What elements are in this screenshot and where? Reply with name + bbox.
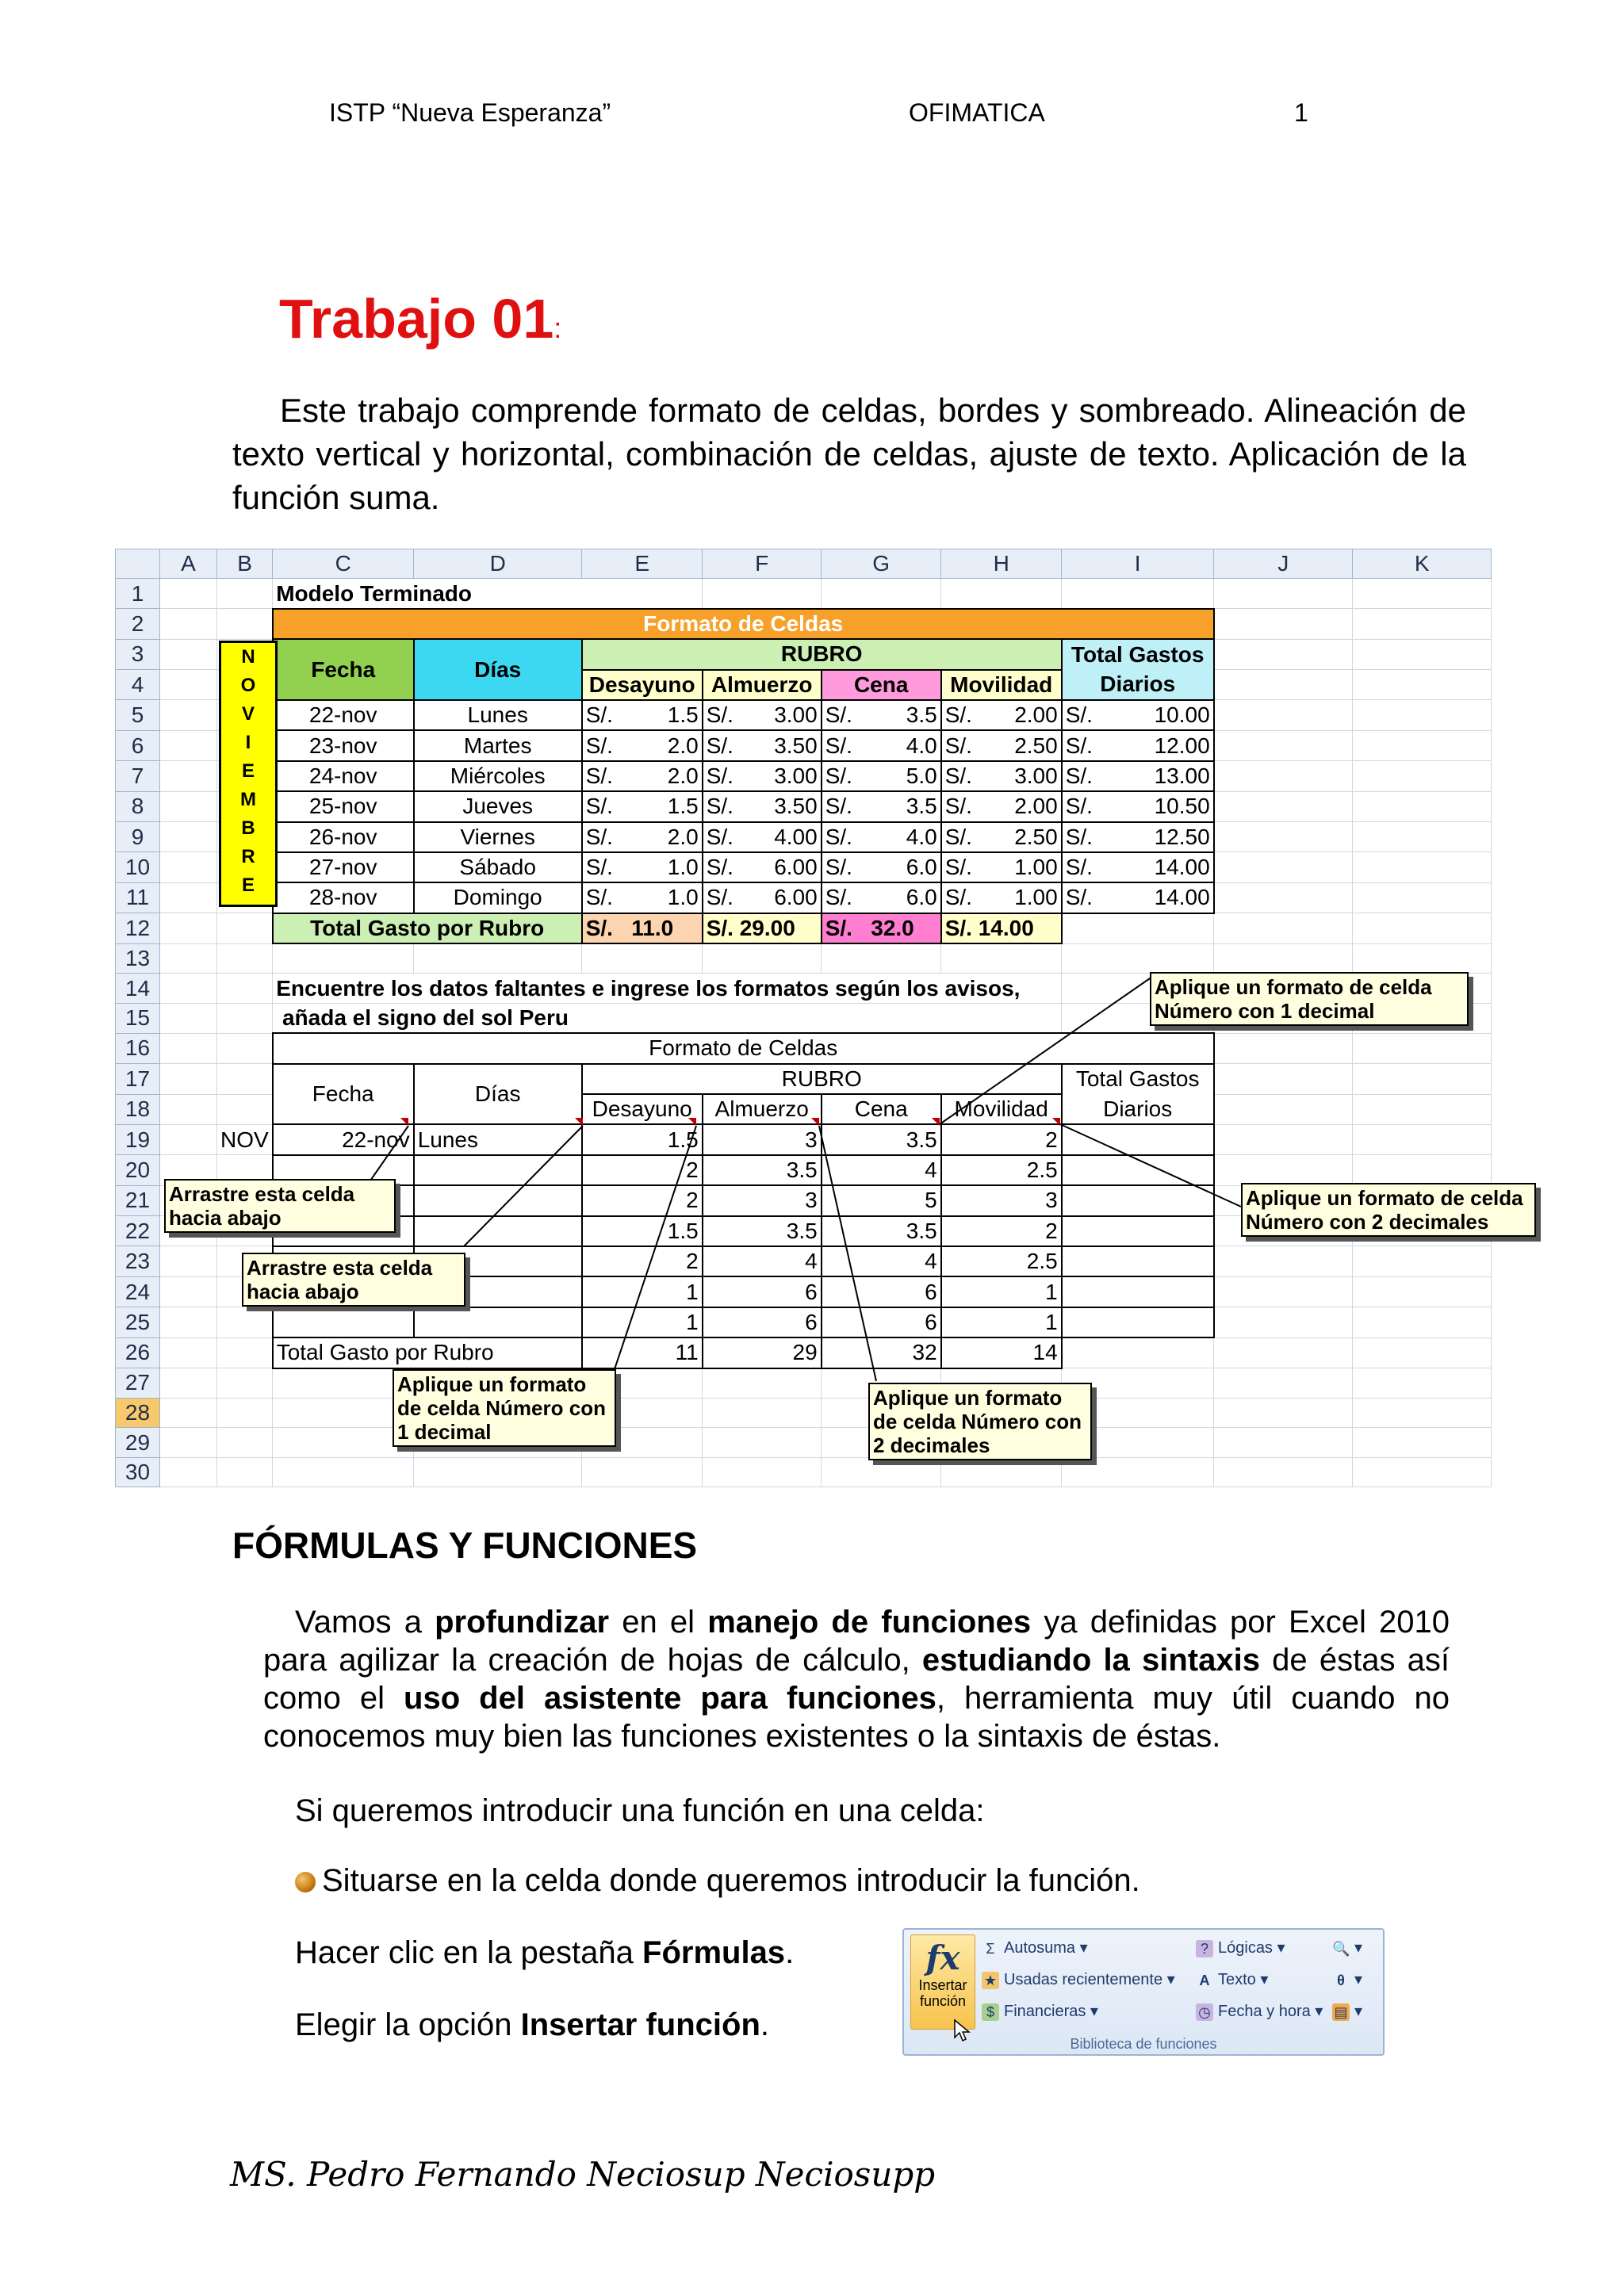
lookup-button[interactable] (1332, 1938, 1362, 1957)
exercise-value-cell[interactable]: 2 (941, 1124, 1062, 1154)
exercise-value-cell[interactable]: 2.5 (941, 1155, 1062, 1185)
comment-indicator[interactable] (932, 1118, 940, 1126)
text-run: Elegir la opción (295, 2007, 521, 2042)
text-run-bold: manejo de funciones (707, 1605, 1032, 1640)
exercise-value-cell[interactable]: 1 (941, 1276, 1062, 1307)
dia-cell[interactable]: Martes (414, 730, 582, 760)
arrow-line (615, 1126, 696, 1369)
amount-value: 6.00 (774, 885, 818, 910)
amount-value: 4.00 (774, 824, 818, 849)
text-run: , herramienta muy útil cuando no conocemos muy bien las funciones existentes o la sintaxis de éstas. (263, 1681, 1450, 1754)
currency-symbol: S/. (585, 885, 613, 910)
currency-symbol: S/. (825, 824, 852, 849)
callout-line: Número con 1 decimal (1155, 999, 1375, 1023)
row-header[interactable]: 21 (116, 1185, 160, 1215)
amount-value: 5.0 (906, 763, 937, 788)
fecha-cell[interactable]: 28-nov (273, 882, 414, 913)
currency-symbol: S/. (825, 733, 852, 758)
amount-value: 1.00 (1014, 855, 1058, 880)
row-header[interactable]: 5 (116, 700, 160, 730)
currency-symbol: S/. (706, 763, 733, 788)
row-header[interactable]: 13 (116, 943, 160, 974)
nov-letter: V (241, 703, 255, 725)
exercise-value-cell[interactable]: 2 (582, 1155, 703, 1185)
comment-indicator[interactable] (400, 1118, 408, 1126)
page-number: 1 (1294, 98, 1308, 127)
dia-cell[interactable]: Domingo (414, 882, 582, 913)
text-run-bold: profundizar (435, 1605, 610, 1640)
dias-header: Días (414, 639, 582, 700)
amount-value: 3.5 (906, 794, 937, 819)
dia-cell[interactable]: Miércoles (414, 761, 582, 791)
callout-line: Número con 2 decimales (1246, 1210, 1489, 1234)
callout-line: hacia abajo (247, 1280, 359, 1303)
row-header[interactable]: 23 (116, 1246, 160, 1276)
dia-cell[interactable]: Viernes (414, 822, 582, 852)
dropdown-arrow: ▾ (1354, 2003, 1363, 2020)
text-run: . (760, 2007, 769, 2042)
amount-value: 2.50 (1014, 824, 1058, 849)
fecha-cell[interactable]: 27-nov (273, 852, 414, 882)
row-header[interactable]: 20 (116, 1155, 160, 1185)
currency-symbol: S/. (706, 794, 733, 819)
amount-value: 6.0 (906, 885, 937, 910)
exercise-value-cell[interactable]: 4 (703, 1246, 822, 1276)
text-run: Vamos a (295, 1605, 435, 1640)
fecha-cell[interactable]: 23-nov (273, 730, 414, 760)
movilidad-header: Movilidad (941, 670, 1062, 700)
text-run-bold: uso del asistente para funciones (404, 1681, 936, 1716)
amount-value: 3.50 (774, 733, 818, 758)
exercise-total-gastos-2: Diarios (1062, 1094, 1214, 1124)
col-header-a[interactable]: A (160, 549, 217, 579)
callout-line: Aplique un formato (397, 1372, 587, 1396)
row-header[interactable]: 3 (116, 639, 160, 669)
currency-symbol: S/. (585, 794, 613, 819)
exercise-value-cell[interactable]: 6 (822, 1276, 941, 1307)
callout-desayuno-format (393, 1369, 616, 1447)
currency-symbol: S/. (585, 702, 613, 728)
exercise-value-cell[interactable]: 1.5 (582, 1216, 703, 1246)
currency-symbol: S/. (1065, 733, 1093, 758)
amount-value: 3.5 (906, 702, 937, 728)
date-time-icon: ◷ (1196, 2003, 1213, 2021)
insert-function-label-2: función (919, 1993, 967, 2009)
exercise-value-cell[interactable]: 3.5 (822, 1124, 941, 1154)
total-gastos-header-2: Diarios (1062, 670, 1214, 700)
amount-value: 1.0 (667, 885, 699, 910)
dropdown-arrow: ▾ (1354, 1939, 1363, 1957)
sigma-icon: Σ (986, 1940, 995, 1957)
amount-value: 6.0 (906, 855, 937, 880)
row-header[interactable]: 19 (116, 1124, 160, 1154)
currency-symbol: S/. (1065, 794, 1093, 819)
autosuma-button[interactable] (982, 1938, 1088, 1957)
dropdown-arrow: ▾ (1354, 1971, 1363, 1988)
callout-drag-day (242, 1253, 465, 1307)
amount-value: 10.50 (1154, 794, 1210, 819)
amount-value: 3.50 (774, 794, 818, 819)
row-header[interactable]: 24 (116, 1276, 160, 1307)
row-header[interactable]: 22 (116, 1216, 160, 1246)
amount-value: 4.0 (906, 824, 937, 849)
col-header-d[interactable]: D (414, 549, 582, 579)
recent-functions-label: Usadas recientemente ▾ (1004, 1971, 1175, 1988)
row-header[interactable]: 17 (116, 1064, 160, 1094)
logical-icon: ? (1196, 1940, 1213, 1957)
amount-value: 4.0 (906, 733, 937, 758)
text-function-icon: A (1199, 1972, 1210, 1988)
currency-symbol: S/. (825, 855, 852, 880)
row-header[interactable]: 26 (116, 1337, 160, 1368)
amount-value: 14.00 (1154, 855, 1210, 880)
currency-symbol: S/. (944, 794, 972, 819)
amount-value: 2.0 (667, 733, 699, 758)
amount-value: 2.00 (1014, 702, 1058, 728)
function-library-ribbon (902, 1928, 1385, 2056)
step-1 (295, 1863, 1140, 1899)
financial-icon: $ (982, 2003, 999, 2021)
total-desayuno: S/. 11.0 (582, 913, 703, 943)
exercise-value-cell[interactable]: 3.5 (703, 1216, 822, 1246)
amount-value: 1.00 (1014, 885, 1058, 910)
functions-paragraph (263, 1603, 1450, 1755)
exercise-fecha-header: Fecha (273, 1064, 414, 1125)
col-header-k[interactable]: K (1353, 549, 1492, 579)
text-run: ya definidas por Excel 2010 para agilizar la creación de hojas de cálculo, (263, 1605, 1450, 1678)
exercise-total-movilidad[interactable]: 14 (941, 1337, 1062, 1368)
nov-letter: N (241, 646, 255, 668)
row-header[interactable]: 4 (116, 670, 160, 700)
dia-cell[interactable]: Jueves (414, 791, 582, 821)
exercise-value-cell[interactable]: 2 (582, 1246, 703, 1276)
exercise-month-cell[interactable]: NOV (217, 1124, 273, 1154)
amount-value: 12.50 (1154, 824, 1210, 849)
amount-value: 3.00 (1014, 763, 1058, 788)
arrow-line (940, 977, 1152, 1124)
exercise-value-cell[interactable]: 3.5 (703, 1155, 822, 1185)
currency-symbol: S/. (944, 824, 972, 849)
dia-cell[interactable]: Sábado (414, 852, 582, 882)
intro-paragraph: Este trabajo comprende formato de celdas, bordes y sombreado. Alineación de texto vertical y horizontal, combinación de celdas, ajuste de texto. Aplicación de la función suma. (232, 392, 1466, 516)
fecha-cell[interactable]: 25-nov (273, 791, 414, 821)
title-text: Trabajo 01 (279, 288, 554, 350)
format-header: Formato de Celdas (273, 609, 1214, 639)
row-header[interactable]: 8 (116, 791, 160, 821)
fecha-cell[interactable]: 24-nov (273, 761, 414, 791)
exercise-total-label: Total Gasto por Rubro (273, 1337, 582, 1368)
currency-symbol: S/. (944, 733, 972, 758)
exercise-value-cell[interactable]: 3.5 (822, 1216, 941, 1246)
step-3 (295, 2007, 769, 2043)
callout-line: de celda Número con (397, 1396, 606, 1420)
header-left: ISTP “Nueva Esperanza” (329, 98, 611, 127)
amount-value: 10.00 (1154, 702, 1210, 728)
callout-one-decimal-format (1150, 972, 1469, 1026)
footer-author: MS. Pedro Fernando Neciosup Neciosupp (230, 2155, 936, 2194)
currency-symbol: S/. (706, 733, 733, 758)
fx-icon: fx (925, 1938, 960, 1977)
spreadsheet-screenshot (115, 549, 1554, 1484)
text-run: en el (609, 1605, 708, 1640)
currency-symbol: S/. (585, 763, 613, 788)
exercise-value-cell[interactable]: 2 (582, 1185, 703, 1215)
intro-steps-line: Si queremos introducir una función en una celda: (295, 1793, 985, 1828)
row-header[interactable]: 29 (116, 1428, 160, 1457)
col-header-g[interactable]: G (822, 549, 941, 579)
callout-line: hacia abajo (169, 1206, 282, 1230)
total-gastos-header-1: Total Gastos (1062, 639, 1214, 669)
row-header[interactable]: 12 (116, 913, 160, 943)
currency-symbol: S/. (706, 855, 733, 880)
currency-symbol: S/. (1065, 824, 1093, 849)
amount-value: 3.00 (774, 763, 818, 788)
currency-symbol: S/. (1065, 855, 1093, 880)
callout-line: Arrastre esta celda (247, 1256, 433, 1280)
amount-value: 2.50 (1014, 733, 1058, 758)
nov-letter: B (241, 817, 255, 839)
exercise-value-cell[interactable]: 6 (822, 1307, 941, 1337)
exercise-value-cell[interactable]: 2.5 (941, 1246, 1062, 1276)
logical-button[interactable] (1196, 1938, 1285, 1957)
row-header[interactable]: 18 (116, 1094, 160, 1124)
exercise-cena-header: Cena (822, 1094, 941, 1124)
total-gasto-rubro-label: Total Gasto por Rubro (273, 913, 582, 943)
date-time-label: Fecha y hora ▾ (1218, 2003, 1323, 2020)
callout-line: Aplique un formato de celda (1155, 975, 1432, 999)
exercise-total-almuerzo[interactable]: 29 (703, 1337, 822, 1368)
exercise-value-cell[interactable]: 3 (703, 1124, 822, 1154)
row-header[interactable]: 30 (116, 1457, 160, 1487)
amount-value: 14.00 (1154, 885, 1210, 910)
row-header[interactable]: 2 (116, 609, 160, 639)
currency-symbol: S/. (706, 885, 733, 910)
exercise-value-cell[interactable]: 6 (703, 1276, 822, 1307)
callout-almuerzo-format (868, 1383, 1092, 1460)
arrow-line (369, 1126, 408, 1183)
currency-symbol: S/. (825, 885, 852, 910)
fecha-cell[interactable]: 26-nov (273, 822, 414, 852)
nov-letter: O (240, 675, 256, 696)
exercise-value-cell[interactable]: 1.5 (582, 1124, 703, 1154)
callout-two-decimal-format (1241, 1183, 1536, 1237)
exercise-desayuno-header: Desayuno (582, 1094, 703, 1124)
currency-symbol: S/. (1065, 763, 1093, 788)
math-button[interactable] (1332, 1969, 1362, 1989)
text-run: . (785, 1935, 795, 1970)
amount-value: 1.5 (667, 794, 699, 819)
cena-header: Cena (822, 670, 941, 700)
total-movilidad: S/. 14.00 (941, 913, 1062, 943)
comment-indicator[interactable] (688, 1118, 696, 1126)
bullet-icon (295, 1872, 316, 1892)
arrow-line (1060, 1124, 1241, 1207)
amount-value: 2.0 (667, 763, 699, 788)
currency-symbol: S/. (706, 702, 733, 728)
exercise-value-cell[interactable]: 1 (582, 1276, 703, 1307)
currency-symbol: S/. (1065, 885, 1093, 910)
dia-cell[interactable]: Lunes (414, 700, 582, 730)
callout-drag-date (164, 1179, 396, 1233)
amount-value: 12.00 (1154, 733, 1210, 758)
amount-value: 6.00 (774, 855, 818, 880)
currency-symbol: S/. (585, 824, 613, 849)
nov-letter: M (240, 789, 256, 810)
currency-symbol: S/. (585, 855, 613, 880)
lookup-icon: 🔍 (1332, 1940, 1350, 1957)
exercise-value-cell[interactable]: 3 (703, 1185, 822, 1215)
date-time-button[interactable] (1196, 2001, 1323, 2021)
exercise-movilidad-header: Movilidad (941, 1094, 1062, 1124)
currency-symbol: S/. (944, 763, 972, 788)
callout-line: Arrastre esta celda (169, 1182, 355, 1206)
comment-indicator[interactable] (575, 1118, 583, 1126)
rubro-header: RUBRO (582, 639, 1062, 669)
text-run-bold: Fórmulas (642, 1935, 786, 1970)
text-run-bold: estudiando la sintaxis (921, 1643, 1260, 1678)
callout-line: 2 decimales (873, 1433, 990, 1457)
exercise-dias-header: Días (414, 1064, 582, 1125)
currency-symbol: S/. (944, 702, 972, 728)
exercise-value-cell[interactable]: 2 (941, 1216, 1062, 1246)
fecha-header: Fecha (273, 639, 414, 700)
currency-symbol: S/. (825, 794, 852, 819)
row-header[interactable]: 25 (116, 1307, 160, 1337)
exercise-value-cell[interactable]: 6 (703, 1307, 822, 1337)
title-colon: : (553, 312, 562, 344)
currency-symbol: S/. (944, 885, 972, 910)
row-header[interactable]: 11 (116, 882, 160, 913)
nov-letter: R (241, 846, 255, 867)
instruction-line-2: añada el signo del sol Peru (273, 1003, 1062, 1033)
amount-value: 2.00 (1014, 794, 1058, 819)
col-header-c[interactable]: C (273, 549, 414, 579)
currency-symbol: S/. (1065, 702, 1093, 728)
row-header[interactable]: 27 (116, 1368, 160, 1399)
col-header-i[interactable]: I (1062, 549, 1214, 579)
exercise-value-cell[interactable]: 5 (822, 1185, 941, 1215)
arrow-line (819, 1126, 876, 1381)
exercise-value-cell[interactable]: 4 (822, 1155, 941, 1185)
exercise-value-cell[interactable]: 1 (582, 1307, 703, 1337)
exercise-value-cell[interactable]: 3 (941, 1185, 1062, 1215)
row-header[interactable]: 16 (116, 1033, 160, 1063)
currency-symbol: S/. (944, 855, 972, 880)
text-run-bold: Insertar función (520, 2007, 760, 2042)
comment-indicator[interactable] (811, 1118, 819, 1126)
row-header-selected[interactable]: 28 (116, 1398, 160, 1427)
row-header[interactable]: 14 (116, 974, 160, 1003)
logical-label: Lógicas ▾ (1218, 1939, 1285, 1957)
col-header-b[interactable]: B (217, 549, 273, 579)
col-header-j[interactable]: J (1214, 549, 1353, 579)
exercise-rubro-header: RUBRO (582, 1064, 1062, 1094)
amount-value: 2.0 (667, 824, 699, 849)
desayuno-header: Desayuno (582, 670, 703, 700)
callout-line: Aplique un formato de celda (1246, 1186, 1523, 1210)
callout-line: de celda Número con (873, 1410, 1082, 1433)
header-center: OFIMATICA (909, 98, 1045, 127)
exercise-value-cell[interactable]: 4 (822, 1246, 941, 1276)
text-functions-label: Texto ▾ (1218, 1971, 1269, 1988)
row-header[interactable]: 6 (116, 730, 160, 760)
ribbon-group-label: Biblioteca de funciones (1070, 2036, 1217, 2052)
amount-value: 1.0 (667, 855, 699, 880)
col-header-e[interactable]: E (582, 549, 703, 579)
row-header[interactable]: 9 (116, 822, 160, 852)
more-functions-icon: ▤ (1332, 2003, 1350, 2021)
row-header[interactable]: 10 (116, 852, 160, 882)
section-title: FÓRMULAS Y FUNCIONES (232, 1525, 698, 1566)
exercise-total-desayuno[interactable]: 11 (582, 1337, 703, 1368)
financial-button[interactable] (982, 2001, 1098, 2021)
total-cena: S/. 32.0 (822, 913, 941, 943)
recent-functions-button[interactable] (982, 1969, 1175, 1989)
page-title (279, 287, 561, 350)
exercise-almuerzo-header: Almuerzo (703, 1094, 822, 1124)
nov-letter: E (241, 874, 255, 896)
callout-line: 1 decimal (397, 1420, 492, 1444)
comment-indicator[interactable] (1052, 1118, 1060, 1126)
step-1-text: Situarse en la celda donde queremos introducir la función. (322, 1863, 1140, 1898)
col-header-h[interactable]: H (941, 549, 1062, 579)
row-header[interactable]: 7 (116, 761, 160, 791)
total-almuerzo: S/. 29.00 (703, 913, 822, 943)
insert-function-label-1: Insertar (918, 1977, 967, 1993)
math-icon: θ (1337, 1972, 1345, 1988)
row-header[interactable]: 1 (116, 579, 160, 609)
currency-symbol: S/. (706, 824, 733, 849)
row-header[interactable]: 15 (116, 1003, 160, 1033)
exercise-total-gastos-1: Total Gastos (1062, 1064, 1214, 1094)
exercise-format-header: Formato de Celdas (273, 1033, 1214, 1063)
instruction-line-1: Encuentre los datos faltantes e ingrese los formatos según los avisos, (273, 974, 1062, 1003)
exercise-value-cell[interactable]: 1 (941, 1307, 1062, 1337)
exercise-total-cena[interactable]: 32 (822, 1337, 941, 1368)
arrow-line (464, 1126, 583, 1246)
model-title: Modelo Terminado (273, 579, 703, 609)
almuerzo-header: Almuerzo (703, 670, 822, 700)
autosuma-label: Autosuma ▾ (1004, 1939, 1088, 1957)
financial-label: Financieras ▾ (1004, 2003, 1098, 2020)
callout-line: Aplique un formato (873, 1386, 1063, 1410)
currency-symbol: S/. (825, 702, 852, 728)
amount-value: 3.00 (774, 702, 818, 728)
currency-symbol: S/. (585, 733, 613, 758)
fecha-cell[interactable]: 22-nov (273, 700, 414, 730)
amount-value: 13.00 (1154, 763, 1210, 788)
amount-value: 1.5 (667, 702, 699, 728)
insert-function-button[interactable] (910, 1934, 975, 2030)
text-run: Hacer clic en la pestaña (295, 1935, 643, 1970)
nov-letter: I (245, 732, 251, 753)
text-functions-button[interactable] (1196, 1969, 1268, 1989)
recent-functions-icon: ★ (982, 1972, 999, 1989)
nov-letter: E (241, 760, 255, 782)
currency-symbol: S/. (825, 763, 852, 788)
exercise-fecha-cell[interactable]: 22-nov (273, 1124, 414, 1154)
exercise-dia-cell[interactable]: Lunes (414, 1124, 582, 1154)
col-header-f[interactable]: F (703, 549, 822, 579)
text-run: de éstas así como el (263, 1643, 1450, 1716)
step-2 (295, 1935, 794, 1971)
more-functions-button[interactable] (1332, 2001, 1362, 2021)
